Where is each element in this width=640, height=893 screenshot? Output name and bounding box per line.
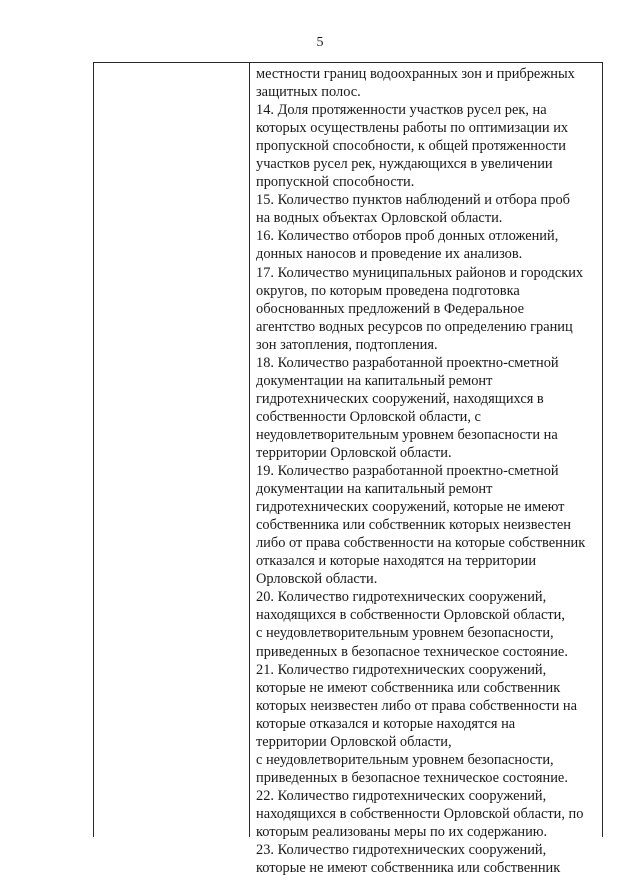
text-line: округов, по которым проведена подготовка xyxy=(256,282,520,299)
text-line: пропускной способности. xyxy=(256,174,415,191)
text-line: которые не имеют собственника или собственник xyxy=(256,679,561,696)
text-line: 14. Доля протяженности участков русел рек, на xyxy=(256,102,547,119)
text-line: 19. Количество разработанной проектно-сметной xyxy=(256,463,559,480)
text-line: либо от права собственности на которые собственник xyxy=(256,535,586,552)
text-line: находящихся в собственности Орловской области, по xyxy=(256,805,584,822)
text-line: территории Орловской области. xyxy=(256,444,452,461)
text-line: документации на капитальный ремонт xyxy=(256,372,493,389)
text-line: собственности Орловской области, с xyxy=(256,408,481,425)
text-line: приведенных в безопасное техническое состояние. xyxy=(256,643,568,660)
text-line: зон затопления, подтопления. xyxy=(256,336,438,353)
text-line: территории Орловской области, xyxy=(256,733,452,750)
text-line: которые не имеют собственника или собственник xyxy=(256,860,561,877)
text-line: агентство водных ресурсов по определению границ xyxy=(256,318,573,335)
text-line: с неудовлетворительным уровнем безопасности, xyxy=(256,751,554,768)
text-line: собственника или собственник которых неизвестен xyxy=(256,517,572,534)
text-line: гидротехнических сооружений, находящихся в xyxy=(256,390,544,407)
text-line: участков русел рек, нуждающихся в увеличении xyxy=(256,156,553,173)
text-line: 17. Количество муниципальных районов и городских xyxy=(256,264,584,281)
text-line: местности границ водоохранных зон и прибрежных xyxy=(256,66,575,82)
text-line: 21. Количество гидротехнических сооружений, xyxy=(256,661,547,678)
document-table xyxy=(93,62,603,877)
text-line: на водных объектах Орловской области. xyxy=(256,210,503,227)
text-line: с неудовлетворительным уровнем безопасности, xyxy=(256,625,554,642)
text-line: 16. Количество отборов проб донных отложений, xyxy=(256,228,559,245)
text-line: которых неизвестен либо от права собственности на xyxy=(256,697,577,714)
page-number: 5 xyxy=(316,35,324,50)
text-line: 22. Количество гидротехнических сооружений, xyxy=(256,787,547,804)
text-line: которые отказался и которые находятся на xyxy=(256,715,516,732)
text-line: 18. Количество разработанной проектно-сметной xyxy=(256,354,559,371)
table-left-column xyxy=(94,63,250,837)
text-line: которых осуществлены работы по оптимизации их xyxy=(256,120,569,137)
text-line: отказался и которые находятся на территории xyxy=(256,553,537,570)
text-line: 15. Количество пунктов наблюдений и отбора проб xyxy=(256,192,570,209)
text-line: пропускной способности, к общей протяженности xyxy=(256,138,566,155)
text-line: неудовлетворительным уровнем безопасности на xyxy=(256,426,558,443)
text-line: 23. Количество гидротехнических сооружений, xyxy=(256,842,547,859)
text-line: документации на капитальный ремонт xyxy=(256,481,493,498)
text-line: приведенных в безопасное техническое состояние. xyxy=(256,769,568,786)
text-line: донных наносов и проведение их анализов. xyxy=(256,246,523,263)
table-right-column xyxy=(250,63,602,877)
text-line: гидротехнических сооружений, которые не имеют xyxy=(256,499,565,516)
text-line: защитных полос. xyxy=(256,84,361,101)
text-line: находящихся в собственности Орловской области, xyxy=(256,607,565,624)
text-line: Орловской области. xyxy=(256,571,378,588)
text-line: 20. Количество гидротехнических сооружений, xyxy=(256,589,547,606)
text-line: которым реализованы меры по их содержанию. xyxy=(256,823,548,840)
text-line: обоснованных предложений в Федеральное xyxy=(256,300,525,317)
